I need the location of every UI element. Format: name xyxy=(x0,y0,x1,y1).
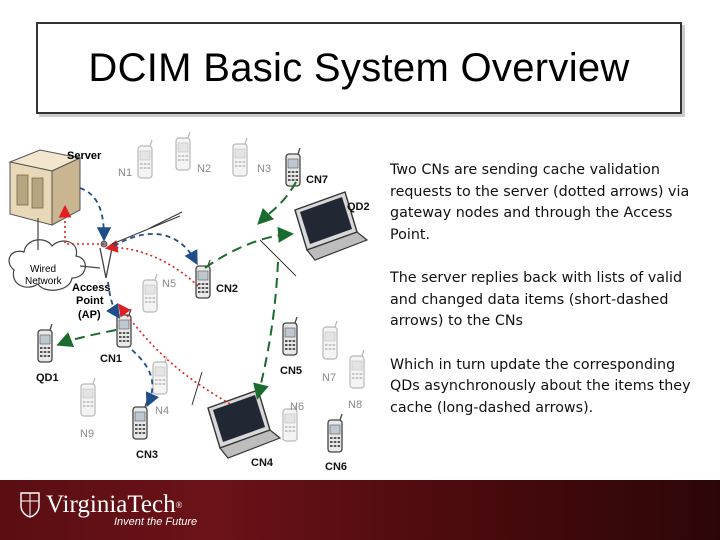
link-cn4-1 xyxy=(192,372,202,405)
link-ap-cn2 xyxy=(112,216,180,244)
reply-arrow-3 xyxy=(108,282,118,316)
label-n2: N2 xyxy=(197,163,212,175)
label-n8: N8 xyxy=(348,399,363,411)
description-text xyxy=(390,160,708,441)
phone-icon-qd1 xyxy=(38,324,52,362)
phone-icon-cn3 xyxy=(133,401,147,439)
phone-icon-n9 xyxy=(81,378,95,416)
paragraph-requests: Two CNs are sending cache validation requests to the server (dotted arrows) via gateway nodes and through the Access Point. xyxy=(390,162,690,243)
phone-icon-faint-1 xyxy=(153,356,167,394)
phone-icon-n5 xyxy=(143,274,157,312)
paragraph-replies: The server replies back with lists of valid and changed data items (short-dashed arrows) to the CNs xyxy=(390,270,683,329)
access-point-label-1: Access xyxy=(72,282,111,294)
label-cn2: CN2 xyxy=(216,283,239,295)
label-cn7: CN7 xyxy=(306,174,329,186)
logo-wordmark: VirginiaTech xyxy=(46,491,176,518)
label-cn3: CN3 xyxy=(136,449,159,461)
label-qd2: QD2 xyxy=(347,201,370,213)
label-n9: N9 xyxy=(80,428,95,440)
label-cn6: CN6 xyxy=(325,461,348,473)
phone-icon-cn1 xyxy=(117,309,131,347)
phone-icon-cn5 xyxy=(283,317,297,355)
label-n3: N3 xyxy=(257,163,272,175)
reply-arrow-1 xyxy=(80,188,104,238)
logo-trademark: ® xyxy=(175,500,183,510)
phone-icon-n1 xyxy=(138,140,152,178)
network-diagram xyxy=(0,130,380,480)
label-n7: N7 xyxy=(322,372,337,384)
update-arrow-3 xyxy=(260,182,296,222)
phone-icon-cn7 xyxy=(286,148,300,186)
wired-network-label-2: Network xyxy=(25,276,62,287)
virginia-tech-logo xyxy=(20,492,197,528)
title-box xyxy=(36,22,682,114)
footer-bar xyxy=(0,480,720,540)
label-cn5: CN5 xyxy=(280,365,303,377)
update-arrow-4 xyxy=(258,262,278,396)
reply-arrow-4 xyxy=(132,350,152,404)
update-arrow-2 xyxy=(60,330,116,344)
phone-icon-n3 xyxy=(233,138,247,176)
label-n5: N5 xyxy=(162,278,177,290)
wired-network-label-1: Wired xyxy=(30,264,57,275)
access-point-icon xyxy=(100,241,112,278)
label-qd1: QD1 xyxy=(36,372,59,384)
phone-icon-cn6 xyxy=(328,414,342,452)
label-cn4: CN4 xyxy=(251,457,274,469)
link-mid-1 xyxy=(150,212,182,228)
request-arrow-3 xyxy=(120,306,230,404)
phone-icon-n2 xyxy=(176,132,190,170)
server-label: Server xyxy=(67,150,102,162)
logo-text xyxy=(46,492,197,518)
slide-title: DCIM Basic System Overview xyxy=(88,45,630,90)
paragraph-updates: Which in turn update the corresponding QDs asynchronously about the items they cache (long-dashed arrows). xyxy=(390,356,691,416)
label-n1: N1 xyxy=(118,167,133,179)
phone-icon-n7 xyxy=(323,321,337,359)
label-cn1: CN1 xyxy=(100,353,123,365)
laptop-icon-cn4 xyxy=(208,390,280,458)
access-point-label-3: (AP) xyxy=(78,309,101,321)
access-point-label-2: Point xyxy=(76,295,104,307)
phone-icon-n8 xyxy=(350,350,364,388)
shield-icon xyxy=(20,492,40,518)
label-n6: N6 xyxy=(290,401,305,413)
label-n4: N4 xyxy=(155,405,170,417)
logo-tagline: Invent the Future xyxy=(114,516,198,528)
